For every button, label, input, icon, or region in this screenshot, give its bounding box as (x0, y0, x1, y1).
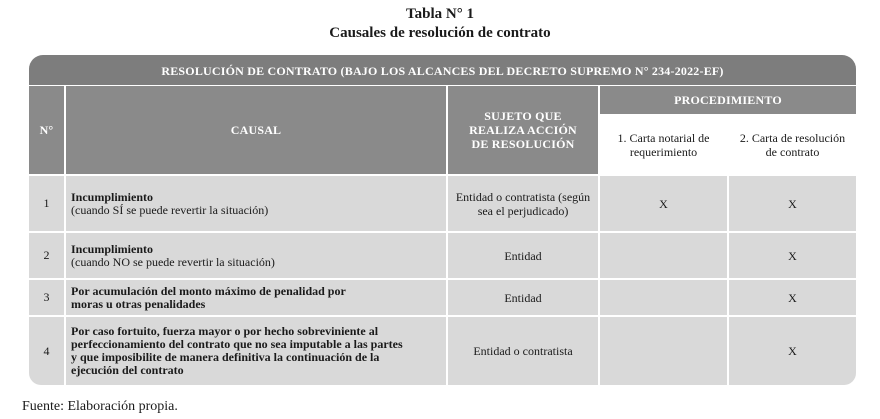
row-3-proc2: X (729, 280, 856, 315)
row-3-num: 3 (29, 280, 64, 315)
header-causal: CAUSAL (66, 86, 446, 174)
resolution-table (29, 55, 856, 385)
header-num: N° (29, 86, 64, 174)
row-4-sujeto: Entidad o contratista (448, 317, 598, 385)
row-1-proc1: X (600, 176, 727, 231)
row-2-sujeto: Entidad (448, 233, 598, 278)
row-2-num: 2 (29, 233, 64, 278)
row-3-causal: Por acumulación del monto máximo de penalidad por moras u otras penalidades (66, 280, 446, 315)
row-4-num: 4 (29, 317, 64, 385)
row-2-proc2: X (729, 233, 856, 278)
header-sujeto: SUJETO QUE REALIZA ACCIÓN DE RESOLUCIÓN (448, 86, 598, 174)
row-4-causal: Por caso fortuito, fuerza mayor o por hecho sobreviniente al perfeccionamiento del contrato que no sea imputable a las partes y que imposibilite de manera definitiva la continuación de la ejecución del contrato (66, 317, 446, 385)
row-2-causal: Incumplimiento (cuando NO se puede revertir la situación) (66, 233, 446, 278)
table-title: Tabla N° 1 (406, 6, 474, 22)
header-procedimiento: PROCEDIMIENTO (600, 86, 856, 114)
row-1-sujeto: Entidad o contratista (según sea el perjudicado) (448, 176, 598, 231)
row-4-proc1 (600, 317, 727, 385)
row-3-proc1 (600, 280, 727, 315)
table-subtitle: Causales de resolución de contrato (329, 25, 551, 41)
row-1-causal: Incumplimiento (cuando SÍ se puede revertir la situación) (66, 176, 446, 231)
row-3-sujeto: Entidad (448, 280, 598, 315)
row-4-proc2: X (729, 317, 856, 385)
row-1-num: 1 (29, 176, 64, 231)
source-note: Fuente: Elaboración propia. (22, 399, 178, 414)
row-2-proc1 (600, 233, 727, 278)
row-1-proc2: X (729, 176, 856, 231)
table-banner: RESOLUCIÓN DE CONTRATO (BAJO LOS ALCANCES DEL DECRETO SUPREMO N° 234-2022-EF) (29, 55, 856, 85)
header-proc-carta-resolucion: 2. Carta de resolución de contrato (729, 116, 856, 174)
header-proc-carta-notarial: 1. Carta notarial de requerimiento (600, 116, 727, 174)
